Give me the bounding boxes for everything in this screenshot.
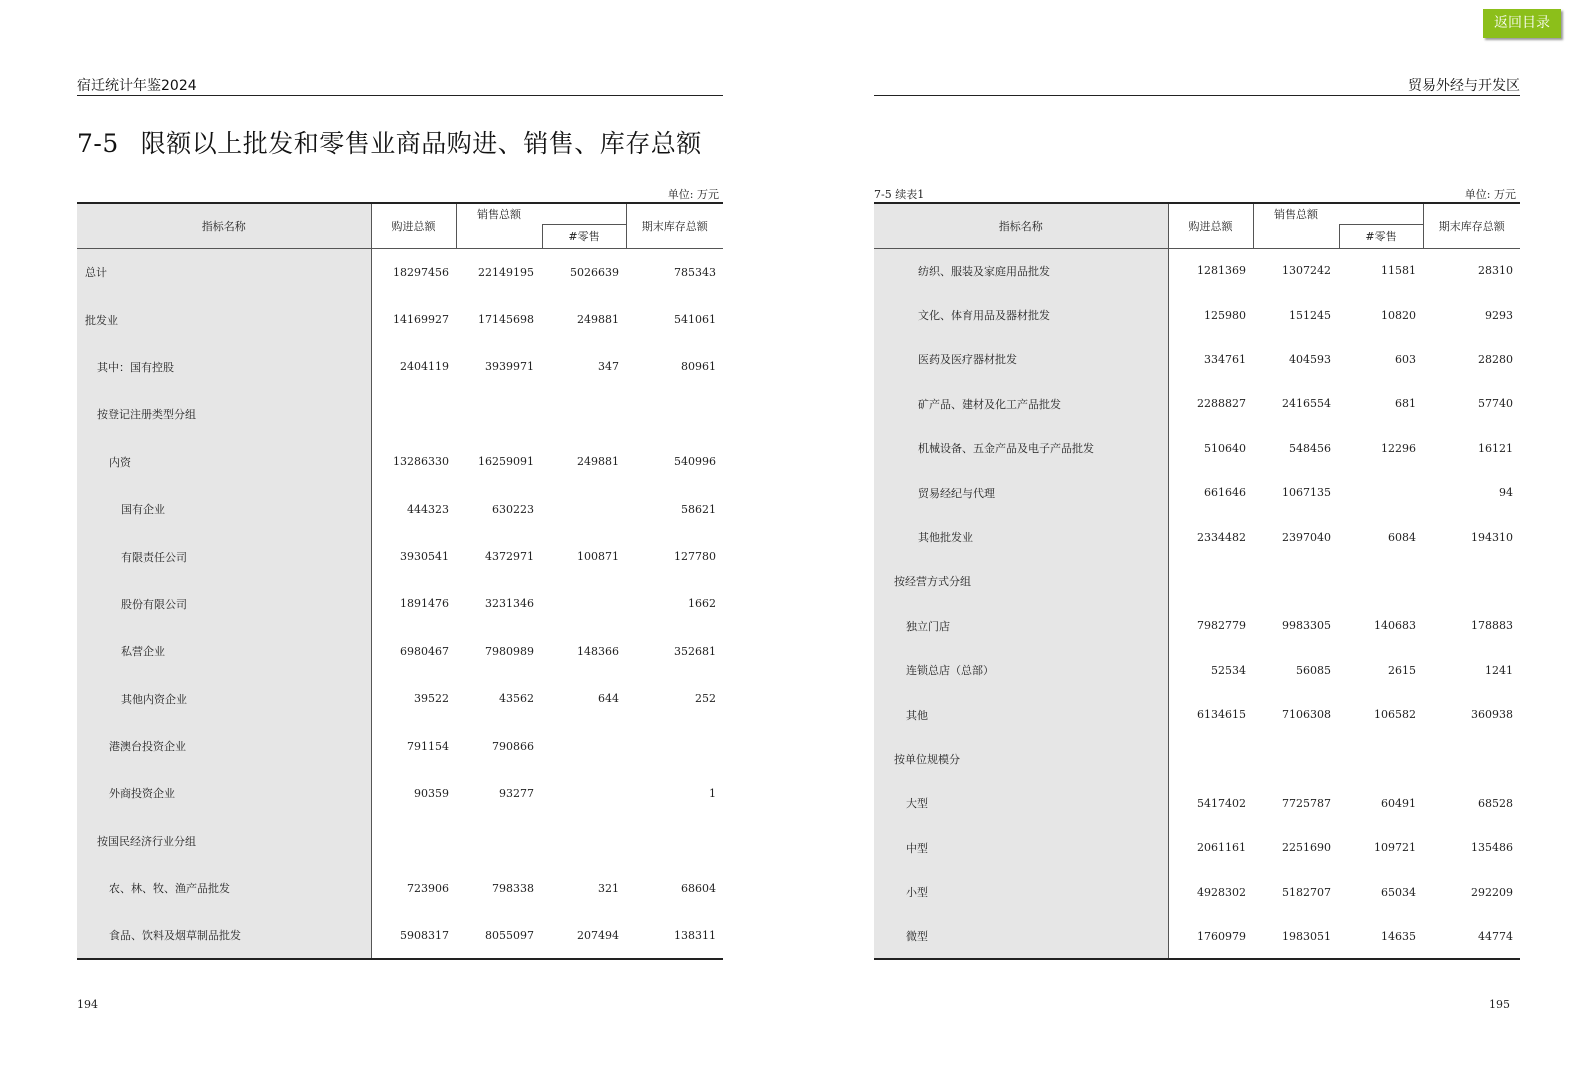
row-name: 私营企业 — [77, 628, 371, 675]
cell-sales: 56085 — [1296, 663, 1331, 677]
cell-sales: 790866 — [492, 739, 534, 753]
col-header-sales: 销售总额 — [1274, 208, 1318, 221]
cell-sales — [1253, 559, 1338, 603]
cell-sales: 404593 — [1289, 352, 1331, 366]
cell-retail: 644 — [598, 692, 619, 706]
row-name: 按国民经济行业分组 — [77, 817, 371, 864]
row-name: 按经营方式分组 — [874, 559, 1168, 603]
cell-purchase: 7982779 — [1197, 619, 1246, 633]
cell-purchase — [1168, 737, 1253, 781]
cell-purchase: 52534 — [1211, 663, 1246, 677]
table-row — [77, 249, 723, 296]
row-name: 食品、饮料及烟草制品批发 — [77, 912, 371, 959]
cell-sales: 1307242 — [1282, 264, 1331, 278]
cell-sales: 548456 — [1289, 441, 1331, 455]
table-row — [77, 580, 723, 627]
cell-purchase: 1760979 — [1197, 929, 1246, 943]
row-name: 独立门店 — [874, 604, 1168, 648]
row-name: 港澳台投资企业 — [77, 722, 371, 769]
table-row — [77, 675, 723, 722]
cell-retail — [541, 722, 626, 769]
cell-inventory: 68528 — [1478, 796, 1513, 810]
row-name: 小型 — [874, 870, 1168, 914]
cell-sales: 151245 — [1289, 308, 1331, 322]
cell-sales: 3939971 — [485, 360, 534, 374]
cell-inventory: 1241 — [1485, 663, 1513, 677]
cell-sales — [1253, 737, 1338, 781]
table-row — [874, 470, 1520, 514]
row-name: 微型 — [874, 914, 1168, 958]
cell-sales: 1983051 — [1282, 929, 1331, 943]
table-row — [77, 296, 723, 343]
table-row — [874, 559, 1520, 603]
cell-retail: 65034 — [1381, 885, 1416, 899]
cell-sales: 43562 — [499, 692, 534, 706]
cell-retail — [1338, 559, 1423, 603]
cell-sales: 93277 — [499, 786, 534, 800]
unit-label-right: 单位: 万元 — [1464, 188, 1516, 201]
cell-inventory: 58621 — [681, 502, 716, 516]
col-header-purchase: 购进总额 — [371, 203, 456, 249]
cell-sales: 2251690 — [1282, 841, 1331, 855]
table-row — [77, 722, 723, 769]
table-row — [874, 781, 1520, 825]
row-name: 股份有限公司 — [77, 580, 371, 627]
cell-sales: 9983305 — [1282, 619, 1331, 633]
cell-purchase: 444323 — [407, 502, 449, 516]
cell-sales: 17145698 — [478, 313, 534, 327]
cell-purchase: 14169927 — [393, 313, 449, 327]
table-row — [874, 249, 1520, 293]
row-name: 内资 — [77, 438, 371, 485]
cell-purchase: 2334482 — [1197, 530, 1246, 544]
cell-inventory: 9293 — [1485, 308, 1513, 322]
row-name: 其他 — [874, 692, 1168, 736]
col-header-sales-group — [456, 203, 626, 249]
cell-retail: 100871 — [577, 550, 619, 564]
table-row — [77, 485, 723, 532]
cell-inventory: 785343 — [674, 265, 716, 279]
col-header-retail: #零售 — [1339, 224, 1423, 248]
cell-purchase — [371, 817, 456, 864]
cell-purchase: 510640 — [1204, 441, 1246, 455]
left-page — [77, 0, 723, 1077]
cell-sales: 7725787 — [1282, 796, 1331, 810]
row-name: 机械设备、五金产品及电子产品批发 — [874, 426, 1168, 470]
table-number: 7-5 — [77, 129, 119, 158]
cell-retail: 12296 — [1381, 441, 1416, 455]
cell-retail: 321 — [598, 881, 619, 895]
cell-inventory: 57740 — [1478, 397, 1513, 411]
table-row — [874, 826, 1520, 870]
row-name: 中型 — [874, 826, 1168, 870]
cell-inventory: 194310 — [1471, 530, 1513, 544]
cell-sales: 2416554 — [1282, 397, 1331, 411]
cell-purchase: 13286330 — [393, 455, 449, 469]
row-name: 医药及医疗器材批发 — [874, 337, 1168, 381]
cell-inventory: 1 — [709, 786, 716, 800]
page-number-right: 195 — [1489, 998, 1510, 1011]
table-header-row — [77, 203, 723, 249]
cell-sales: 8055097 — [485, 928, 534, 942]
cell-inventory: 352681 — [674, 644, 716, 658]
cell-purchase: 5908317 — [400, 928, 449, 942]
cell-retail — [541, 391, 626, 438]
row-name: 外商投资企业 — [77, 770, 371, 817]
cell-retail: 140683 — [1374, 619, 1416, 633]
cell-purchase — [371, 391, 456, 438]
cell-inventory: 80961 — [681, 360, 716, 374]
col-header-retail: #零售 — [542, 224, 626, 248]
table-row — [77, 343, 723, 390]
table-row — [874, 692, 1520, 736]
row-name: 纺织、服装及家庭用品批发 — [874, 249, 1168, 293]
table-row — [77, 628, 723, 675]
table-row — [77, 865, 723, 912]
cell-purchase: 1891476 — [400, 597, 449, 611]
cell-sales: 7106308 — [1282, 708, 1331, 722]
cell-retail — [1338, 737, 1423, 781]
table-row — [874, 604, 1520, 648]
cell-retail — [541, 485, 626, 532]
cell-retail: 60491 — [1381, 796, 1416, 810]
cell-sales — [456, 391, 541, 438]
running-title-right: 贸易外经与开发区 — [1408, 78, 1520, 94]
cell-retail: 6084 — [1388, 530, 1416, 544]
cell-inventory: 44774 — [1478, 929, 1513, 943]
back-to-contents-button[interactable]: 返回目录 — [1483, 9, 1561, 38]
cell-purchase — [1168, 559, 1253, 603]
cell-retail — [541, 817, 626, 864]
row-name: 矿产品、建材及化工产品批发 — [874, 382, 1168, 426]
cell-inventory — [626, 722, 723, 769]
table-row — [874, 382, 1520, 426]
cell-sales: 2397040 — [1282, 530, 1331, 544]
row-name: 总计 — [77, 249, 371, 296]
table-row — [874, 648, 1520, 692]
cell-inventory: 541061 — [674, 313, 716, 327]
cell-sales — [456, 817, 541, 864]
data-table-right — [874, 202, 1520, 960]
cell-purchase: 90359 — [414, 786, 449, 800]
cell-purchase: 334761 — [1204, 352, 1246, 366]
row-name: 其中：国有控股 — [77, 343, 371, 390]
cell-inventory — [1423, 737, 1520, 781]
table-row — [77, 391, 723, 438]
header-rule-right — [874, 95, 1520, 96]
cell-retail: 603 — [1395, 352, 1416, 366]
cell-inventory: 138311 — [674, 928, 716, 942]
cell-sales: 16259091 — [478, 455, 534, 469]
right-page — [874, 0, 1520, 1077]
cell-purchase: 2404119 — [400, 360, 449, 374]
table-row — [874, 870, 1520, 914]
row-name: 其他内资企业 — [77, 675, 371, 722]
cell-purchase: 791154 — [407, 739, 449, 753]
cell-inventory: 540996 — [674, 455, 716, 469]
cell-purchase: 1281369 — [1197, 264, 1246, 278]
table-row — [874, 293, 1520, 337]
data-table-left — [77, 202, 723, 960]
row-name: 有限责任公司 — [77, 533, 371, 580]
cell-sales: 1067135 — [1282, 486, 1331, 500]
cell-inventory: 292209 — [1471, 885, 1513, 899]
cell-inventory: 28280 — [1478, 352, 1513, 366]
header-rule-left — [77, 95, 723, 96]
table-row — [874, 337, 1520, 381]
cell-sales: 4372971 — [485, 550, 534, 564]
cell-inventory: 94 — [1499, 486, 1513, 500]
col-header-name: 指标名称 — [874, 203, 1168, 249]
cell-retail: 109721 — [1374, 841, 1416, 855]
cell-retail — [541, 580, 626, 627]
col-header-inventory: 期末库存总额 — [1438, 220, 1505, 233]
cell-inventory: 360938 — [1471, 708, 1513, 722]
cell-inventory: 68604 — [681, 881, 716, 895]
cell-inventory — [626, 817, 723, 864]
page-title — [77, 124, 702, 160]
continuation-label: 7-5 续表1 — [874, 188, 925, 201]
row-name: 农、林、牧、渔产品批发 — [77, 865, 371, 912]
cell-inventory: 16121 — [1478, 441, 1513, 455]
cell-purchase: 723906 — [407, 881, 449, 895]
cell-purchase: 661646 — [1204, 486, 1246, 500]
row-name: 按单位规模分 — [874, 737, 1168, 781]
cell-purchase: 5417402 — [1197, 796, 1246, 810]
cell-retail: 249881 — [577, 313, 619, 327]
cell-inventory — [626, 391, 723, 438]
cell-retail: 347 — [598, 360, 619, 374]
cell-sales: 5182707 — [1282, 885, 1331, 899]
cell-sales: 3231346 — [485, 597, 534, 611]
cell-inventory: 28310 — [1478, 264, 1513, 278]
table-row — [77, 770, 723, 817]
cell-purchase: 39522 — [414, 692, 449, 706]
row-name: 按登记注册类型分组 — [77, 391, 371, 438]
cell-sales: 630223 — [492, 502, 534, 516]
cell-sales: 798338 — [492, 881, 534, 895]
cell-purchase: 18297456 — [393, 265, 449, 279]
table-header-row — [874, 203, 1520, 249]
cell-retail: 249881 — [577, 455, 619, 469]
cell-retail: 148366 — [577, 644, 619, 658]
running-title-left: 宿迁统计年鉴2024 — [77, 78, 197, 94]
col-header-sales: 销售总额 — [477, 208, 521, 221]
cell-sales: 7980989 — [485, 644, 534, 658]
table-row — [874, 737, 1520, 781]
cell-retail: 11581 — [1381, 264, 1416, 278]
table-row — [874, 515, 1520, 559]
row-name: 批发业 — [77, 296, 371, 343]
table-title: 限额以上批发和零售业商品购进、销售、库存总额 — [140, 129, 702, 158]
row-name: 贸易经纪与代理 — [874, 470, 1168, 514]
cell-retail: 207494 — [577, 928, 619, 942]
cell-purchase: 125980 — [1204, 308, 1246, 322]
cell-purchase: 4928302 — [1197, 885, 1246, 899]
table-row — [874, 426, 1520, 470]
row-name: 连锁总店（总部） — [874, 648, 1168, 692]
cell-inventory: 127780 — [674, 550, 716, 564]
cell-purchase: 2288827 — [1197, 397, 1246, 411]
cell-purchase: 3930541 — [400, 550, 449, 564]
table-row — [77, 533, 723, 580]
col-header-name: 指标名称 — [77, 203, 371, 249]
cell-inventory: 178883 — [1471, 619, 1513, 633]
col-header-sales-group — [1253, 203, 1423, 249]
table-row — [77, 817, 723, 864]
cell-inventory: 1662 — [688, 597, 716, 611]
row-name: 其他批发业 — [874, 515, 1168, 559]
cell-retail: 10820 — [1381, 308, 1416, 322]
col-header-purchase: 购进总额 — [1168, 203, 1253, 249]
page-number-left: 194 — [77, 998, 98, 1011]
cell-purchase: 6980467 — [400, 644, 449, 658]
cell-sales: 22149195 — [478, 265, 534, 279]
cell-retail: 5026639 — [570, 265, 619, 279]
cell-inventory: 252 — [695, 692, 716, 706]
row-name: 大型 — [874, 781, 1168, 825]
cell-purchase: 2061161 — [1197, 841, 1246, 855]
cell-inventory: 135486 — [1471, 841, 1513, 855]
table-row — [77, 912, 723, 959]
cell-retail: 106582 — [1374, 708, 1416, 722]
cell-purchase: 6134615 — [1197, 708, 1246, 722]
col-header-inventory: 期末库存总额 — [641, 220, 708, 233]
table-row — [77, 438, 723, 485]
unit-label-left: 单位: 万元 — [667, 188, 719, 201]
cell-retail: 14635 — [1381, 929, 1416, 943]
row-name: 国有企业 — [77, 485, 371, 532]
cell-retail: 681 — [1395, 397, 1416, 411]
cell-retail: 2615 — [1388, 663, 1416, 677]
cell-retail — [1338, 470, 1423, 514]
table-row — [874, 914, 1520, 958]
cell-inventory — [1423, 559, 1520, 603]
row-name: 文化、体育用品及器材批发 — [874, 293, 1168, 337]
cell-retail — [541, 770, 626, 817]
